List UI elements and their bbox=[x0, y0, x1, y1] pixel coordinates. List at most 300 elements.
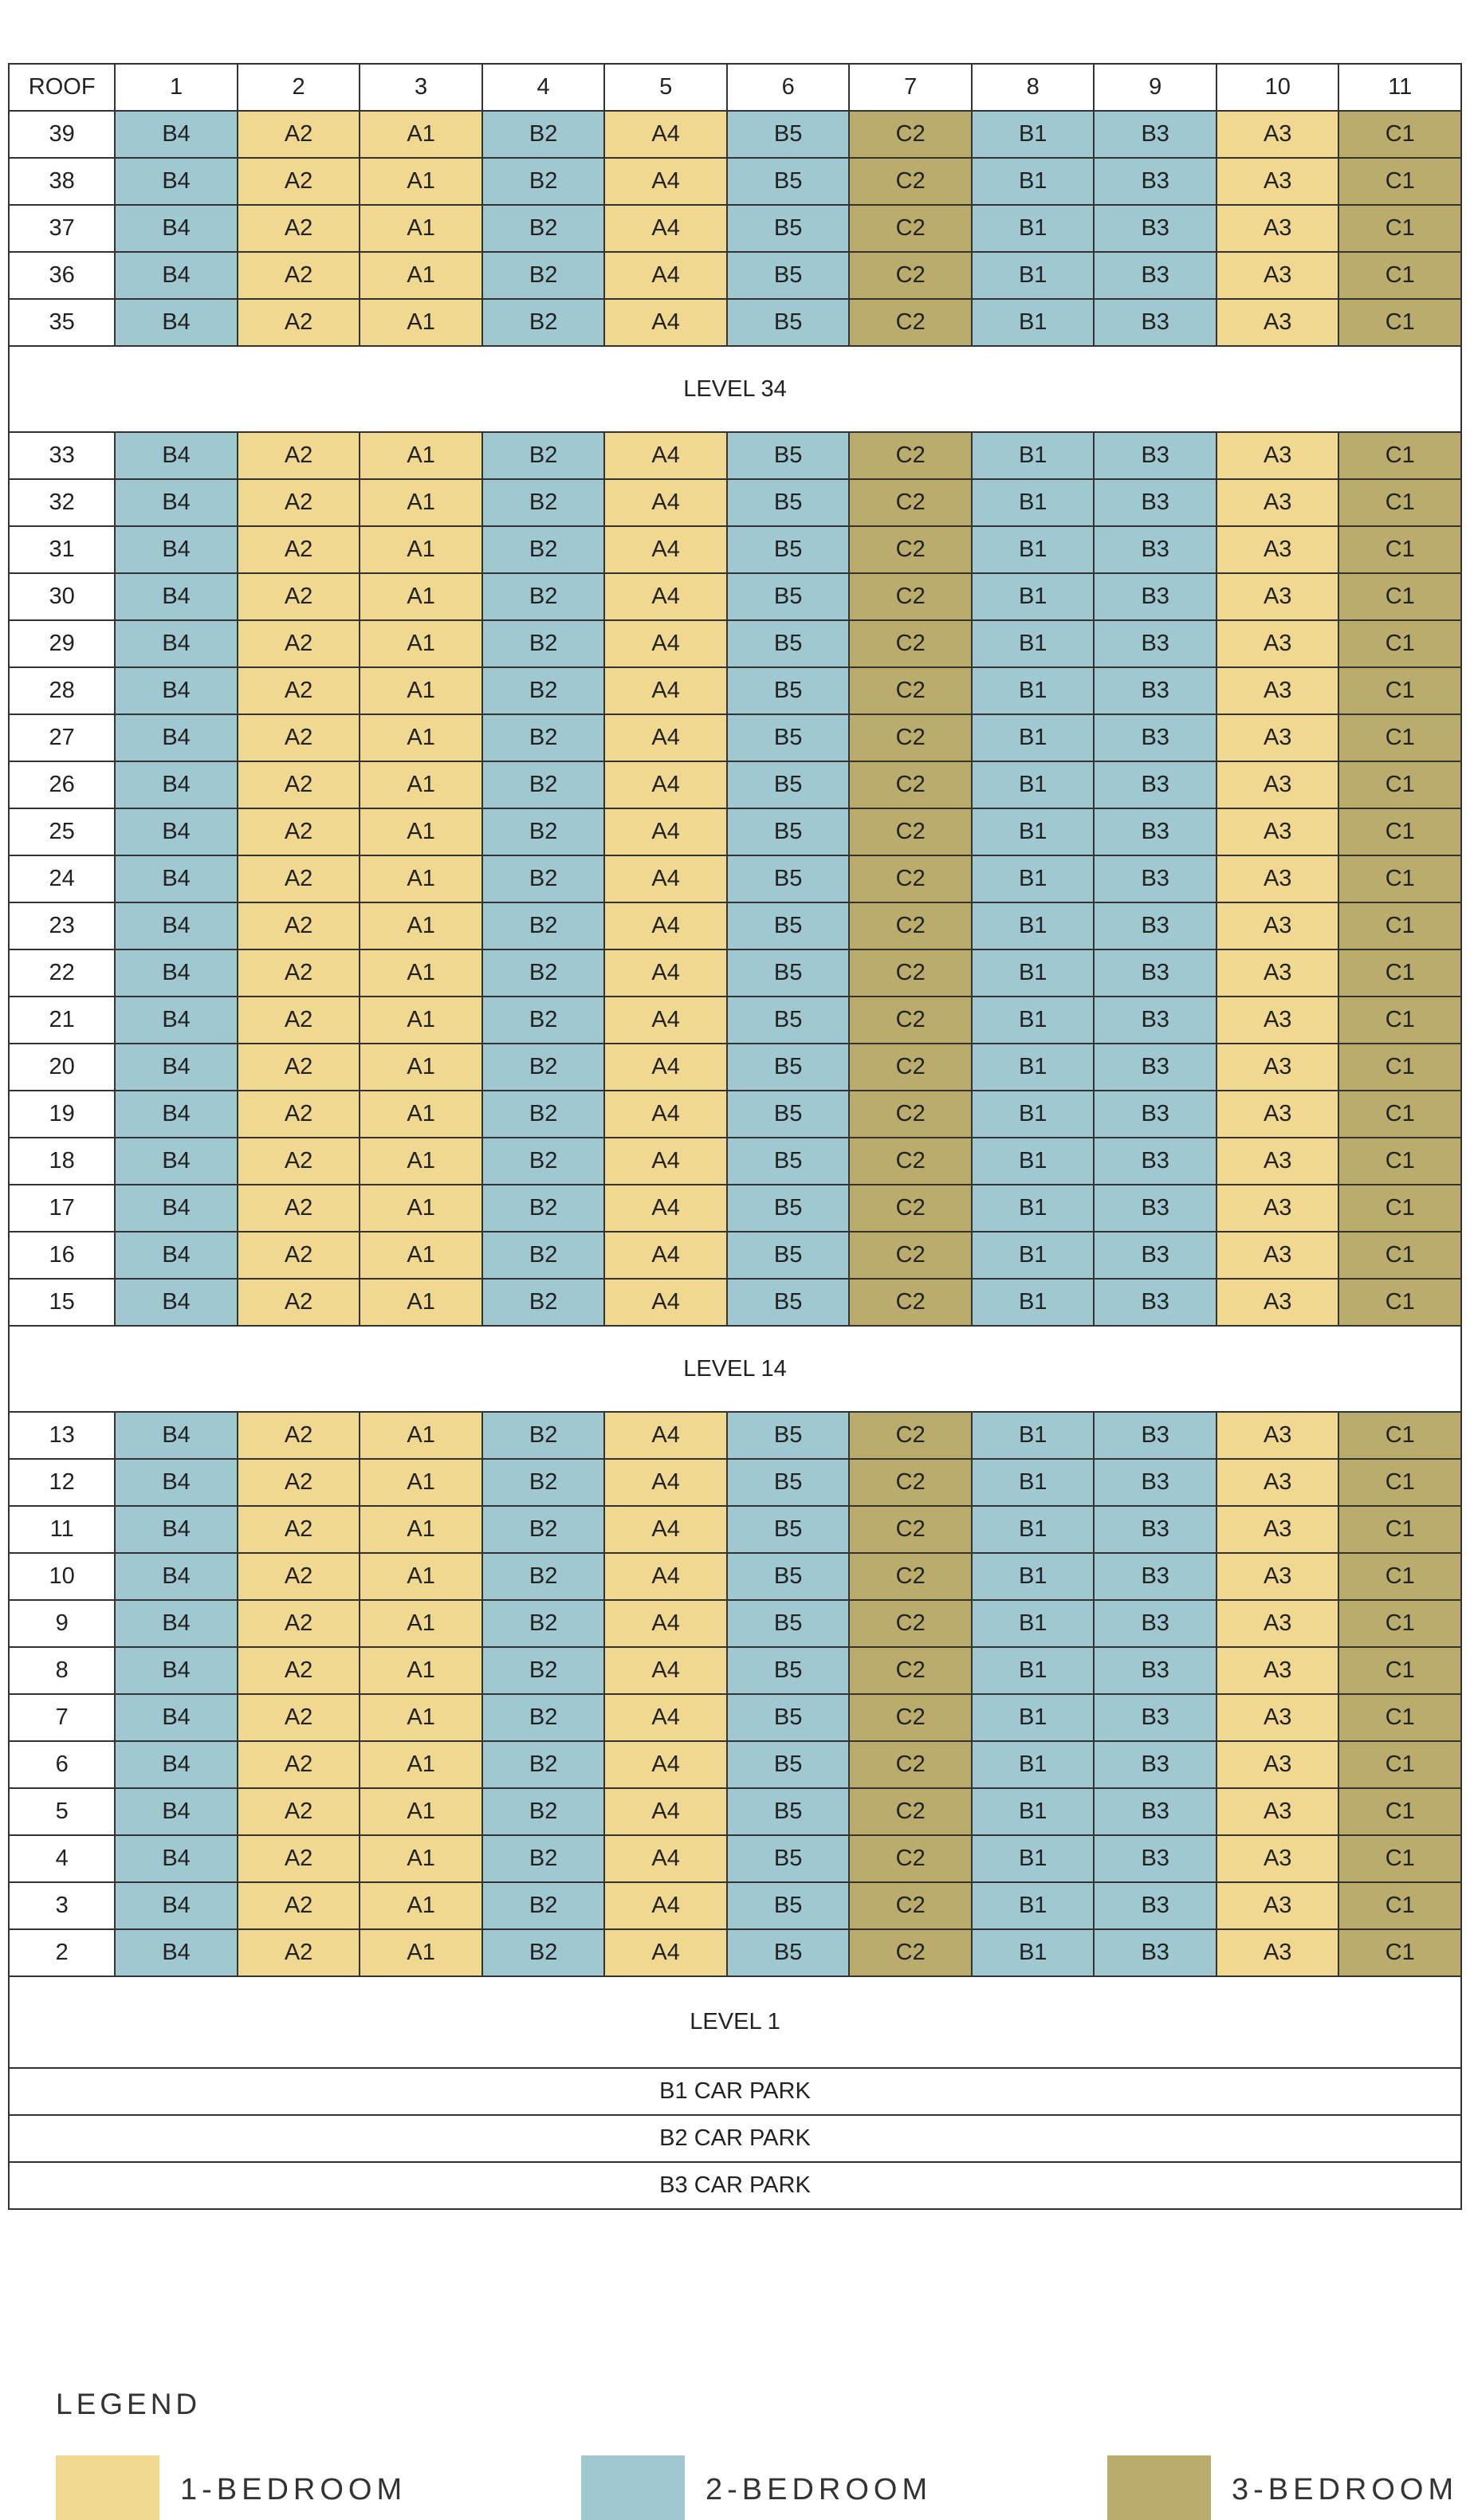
unit-cell-b2: B2 bbox=[482, 1412, 605, 1459]
unit-cell-a1: A1 bbox=[360, 761, 482, 808]
unit-cell-c2: C2 bbox=[849, 1279, 972, 1326]
unit-cell-a4: A4 bbox=[604, 714, 727, 761]
unit-cell-b3: B3 bbox=[1094, 1091, 1216, 1138]
unit-cell-a2: A2 bbox=[238, 1412, 360, 1459]
b3-car-park-label: B3 CAR PARK bbox=[9, 2162, 1461, 2209]
unit-cell-a4: A4 bbox=[604, 158, 727, 205]
unit-cell-a1: A1 bbox=[360, 526, 482, 573]
unit-cell-a4: A4 bbox=[604, 902, 727, 949]
unit-cell-b5: B5 bbox=[727, 1279, 850, 1326]
unit-cell-a4: A4 bbox=[604, 997, 727, 1044]
floor-row-32 bbox=[9, 479, 1461, 526]
unit-cell-b2: B2 bbox=[482, 808, 605, 855]
unit-cell-a4: A4 bbox=[604, 1412, 727, 1459]
legend-swatch-3-bedroom bbox=[1107, 2455, 1211, 2520]
unit-cell-a1: A1 bbox=[360, 158, 482, 205]
unit-cell-a4: A4 bbox=[604, 855, 727, 902]
unit-cell-b4: B4 bbox=[115, 1600, 238, 1647]
unit-cell-c1: C1 bbox=[1338, 714, 1461, 761]
floor-row-12 bbox=[9, 1459, 1461, 1506]
unit-cell-a2: A2 bbox=[238, 1279, 360, 1326]
unit-cell-c2: C2 bbox=[849, 667, 972, 714]
unit-cell-a1: A1 bbox=[360, 620, 482, 667]
floor-row-35 bbox=[9, 299, 1461, 346]
unit-cell-a1: A1 bbox=[360, 902, 482, 949]
unit-cell-c2: C2 bbox=[849, 1459, 972, 1506]
unit-cell-a2: A2 bbox=[238, 252, 360, 299]
unit-cell-a3: A3 bbox=[1216, 997, 1339, 1044]
unit-cell-b4: B4 bbox=[115, 1694, 238, 1741]
floor-number: 32 bbox=[9, 479, 115, 526]
floor-number: 17 bbox=[9, 1185, 115, 1232]
unit-cell-b2: B2 bbox=[482, 1044, 605, 1091]
floor-number: 24 bbox=[9, 855, 115, 902]
unit-cell-a4: A4 bbox=[604, 761, 727, 808]
unit-cell-a4: A4 bbox=[604, 1788, 727, 1835]
floor-number: 26 bbox=[9, 761, 115, 808]
unit-cell-c1: C1 bbox=[1338, 761, 1461, 808]
stack-header-2: 2 bbox=[238, 64, 360, 111]
unit-cell-b4: B4 bbox=[115, 252, 238, 299]
stack-header-6: 6 bbox=[727, 64, 850, 111]
unit-cell-b2: B2 bbox=[482, 111, 605, 158]
unit-cell-b2: B2 bbox=[482, 620, 605, 667]
legend-swatch-1-bedroom bbox=[56, 2455, 159, 2520]
unit-cell-b4: B4 bbox=[115, 761, 238, 808]
floor-row-30 bbox=[9, 573, 1461, 620]
unit-cell-b5: B5 bbox=[727, 1835, 850, 1882]
unit-cell-b1: B1 bbox=[972, 573, 1095, 620]
unit-cell-a2: A2 bbox=[238, 573, 360, 620]
unit-cell-a4: A4 bbox=[604, 667, 727, 714]
unit-cell-b3: B3 bbox=[1094, 902, 1216, 949]
floor-row-23 bbox=[9, 902, 1461, 949]
unit-cell-c2: C2 bbox=[849, 1929, 972, 1976]
unit-cell-a3: A3 bbox=[1216, 573, 1339, 620]
unit-cell-b1: B1 bbox=[972, 1647, 1095, 1694]
unit-cell-a2: A2 bbox=[238, 1044, 360, 1091]
unit-cell-b4: B4 bbox=[115, 432, 238, 479]
unit-cell-b1: B1 bbox=[972, 1459, 1095, 1506]
unit-cell-b2: B2 bbox=[482, 1788, 605, 1835]
stack-header-7: 7 bbox=[849, 64, 972, 111]
unit-cell-b4: B4 bbox=[115, 479, 238, 526]
unit-cell-a2: A2 bbox=[238, 1091, 360, 1138]
unit-cell-c2: C2 bbox=[849, 761, 972, 808]
unit-cell-b1: B1 bbox=[972, 1185, 1095, 1232]
unit-cell-c1: C1 bbox=[1338, 1835, 1461, 1882]
unit-cell-b1: B1 bbox=[972, 111, 1095, 158]
unit-cell-a1: A1 bbox=[360, 299, 482, 346]
unit-cell-a3: A3 bbox=[1216, 1694, 1339, 1741]
floor-row-2 bbox=[9, 1929, 1461, 1976]
unit-cell-a1: A1 bbox=[360, 667, 482, 714]
unit-cell-a4: A4 bbox=[604, 1694, 727, 1741]
unit-cell-b2: B2 bbox=[482, 1138, 605, 1185]
unit-cell-b4: B4 bbox=[115, 1138, 238, 1185]
unit-cell-b2: B2 bbox=[482, 1232, 605, 1279]
unit-cell-b5: B5 bbox=[727, 1929, 850, 1976]
unit-cell-a2: A2 bbox=[238, 205, 360, 252]
unit-distribution-table bbox=[8, 63, 1462, 2210]
unit-cell-b1: B1 bbox=[972, 1835, 1095, 1882]
unit-cell-a2: A2 bbox=[238, 479, 360, 526]
floor-number: 39 bbox=[9, 111, 115, 158]
unit-cell-a3: A3 bbox=[1216, 111, 1339, 158]
floor-number: 21 bbox=[9, 997, 115, 1044]
floor-row-37 bbox=[9, 205, 1461, 252]
unit-cell-b4: B4 bbox=[115, 1835, 238, 1882]
legend-swatch-2-bedroom bbox=[581, 2455, 685, 2520]
unit-cell-b3: B3 bbox=[1094, 299, 1216, 346]
unit-cell-b1: B1 bbox=[972, 526, 1095, 573]
floor-row-39 bbox=[9, 111, 1461, 158]
unit-cell-a3: A3 bbox=[1216, 1459, 1339, 1506]
unit-cell-a2: A2 bbox=[238, 855, 360, 902]
unit-cell-b5: B5 bbox=[727, 252, 850, 299]
unit-cell-a1: A1 bbox=[360, 1882, 482, 1929]
floor-number: 25 bbox=[9, 808, 115, 855]
unit-cell-b1: B1 bbox=[972, 1600, 1095, 1647]
unit-cell-a2: A2 bbox=[238, 432, 360, 479]
unit-cell-b4: B4 bbox=[115, 808, 238, 855]
unit-cell-c2: C2 bbox=[849, 432, 972, 479]
unit-cell-b5: B5 bbox=[727, 1600, 850, 1647]
unit-cell-a1: A1 bbox=[360, 1647, 482, 1694]
unit-cell-b2: B2 bbox=[482, 1091, 605, 1138]
unit-cell-a3: A3 bbox=[1216, 949, 1339, 997]
unit-cell-b4: B4 bbox=[115, 1506, 238, 1553]
unit-cell-a1: A1 bbox=[360, 1553, 482, 1600]
floor-number: 23 bbox=[9, 902, 115, 949]
unit-cell-a4: A4 bbox=[604, 573, 727, 620]
floor-number: 22 bbox=[9, 949, 115, 997]
unit-cell-a3: A3 bbox=[1216, 667, 1339, 714]
floor-row-11 bbox=[9, 1506, 1461, 1553]
unit-cell-a3: A3 bbox=[1216, 479, 1339, 526]
unit-cell-a1: A1 bbox=[360, 1138, 482, 1185]
unit-cell-c2: C2 bbox=[849, 1835, 972, 1882]
unit-cell-a4: A4 bbox=[604, 949, 727, 997]
level-14-label: LEVEL 14 bbox=[9, 1326, 1461, 1412]
unit-cell-b1: B1 bbox=[972, 1694, 1095, 1741]
unit-cell-b4: B4 bbox=[115, 1553, 238, 1600]
unit-cell-b2: B2 bbox=[482, 667, 605, 714]
unit-cell-a1: A1 bbox=[360, 1091, 482, 1138]
unit-cell-c2: C2 bbox=[849, 299, 972, 346]
unit-cell-b3: B3 bbox=[1094, 855, 1216, 902]
unit-cell-c1: C1 bbox=[1338, 526, 1461, 573]
unit-cell-b1: B1 bbox=[972, 1929, 1095, 1976]
unit-cell-a3: A3 bbox=[1216, 1741, 1339, 1788]
unit-cell-a4: A4 bbox=[604, 1459, 727, 1506]
legend-label-2-bedroom: 2-BEDROOM bbox=[706, 2473, 933, 2506]
unit-cell-c1: C1 bbox=[1338, 1788, 1461, 1835]
unit-cell-a1: A1 bbox=[360, 479, 482, 526]
unit-cell-a4: A4 bbox=[604, 1279, 727, 1326]
unit-cell-a2: A2 bbox=[238, 1138, 360, 1185]
unit-cell-b2: B2 bbox=[482, 526, 605, 573]
floor-number: 2 bbox=[9, 1929, 115, 1976]
unit-cell-c2: C2 bbox=[849, 902, 972, 949]
unit-cell-c1: C1 bbox=[1338, 1138, 1461, 1185]
unit-cell-a2: A2 bbox=[238, 526, 360, 573]
unit-cell-b2: B2 bbox=[482, 1506, 605, 1553]
floor-number: 9 bbox=[9, 1600, 115, 1647]
unit-cell-c2: C2 bbox=[849, 111, 972, 158]
unit-cell-c2: C2 bbox=[849, 1788, 972, 1835]
unit-cell-a1: A1 bbox=[360, 714, 482, 761]
unit-cell-b4: B4 bbox=[115, 902, 238, 949]
unit-cell-b3: B3 bbox=[1094, 1882, 1216, 1929]
floor-number: 27 bbox=[9, 714, 115, 761]
unit-cell-c1: C1 bbox=[1338, 573, 1461, 620]
unit-cell-a4: A4 bbox=[604, 1506, 727, 1553]
floor-row-28 bbox=[9, 667, 1461, 714]
unit-cell-b1: B1 bbox=[972, 667, 1095, 714]
unit-cell-b1: B1 bbox=[972, 1412, 1095, 1459]
unit-cell-b4: B4 bbox=[115, 1929, 238, 1976]
unit-cell-b3: B3 bbox=[1094, 620, 1216, 667]
stack-header-9: 9 bbox=[1094, 64, 1216, 111]
unit-cell-b5: B5 bbox=[727, 205, 850, 252]
unit-cell-c1: C1 bbox=[1338, 1741, 1461, 1788]
unit-cell-c2: C2 bbox=[849, 1882, 972, 1929]
unit-cell-a4: A4 bbox=[604, 620, 727, 667]
unit-cell-a2: A2 bbox=[238, 1835, 360, 1882]
level-14-row bbox=[9, 1326, 1461, 1412]
unit-cell-b1: B1 bbox=[972, 299, 1095, 346]
unit-cell-b1: B1 bbox=[972, 432, 1095, 479]
unit-cell-b3: B3 bbox=[1094, 479, 1216, 526]
unit-cell-b3: B3 bbox=[1094, 1788, 1216, 1835]
unit-cell-b1: B1 bbox=[972, 761, 1095, 808]
unit-cell-b1: B1 bbox=[972, 997, 1095, 1044]
unit-cell-a4: A4 bbox=[604, 1232, 727, 1279]
unit-cell-c1: C1 bbox=[1338, 205, 1461, 252]
unit-cell-b3: B3 bbox=[1094, 526, 1216, 573]
unit-cell-b4: B4 bbox=[115, 573, 238, 620]
unit-cell-b5: B5 bbox=[727, 1138, 850, 1185]
floor-number: 3 bbox=[9, 1882, 115, 1929]
unit-cell-b1: B1 bbox=[972, 855, 1095, 902]
unit-cell-a3: A3 bbox=[1216, 855, 1339, 902]
unit-cell-b3: B3 bbox=[1094, 1044, 1216, 1091]
unit-cell-b3: B3 bbox=[1094, 1506, 1216, 1553]
unit-cell-b5: B5 bbox=[727, 1044, 850, 1091]
unit-cell-b5: B5 bbox=[727, 714, 850, 761]
unit-cell-a1: A1 bbox=[360, 949, 482, 997]
floor-row-3 bbox=[9, 1882, 1461, 1929]
stack-header-5: 5 bbox=[604, 64, 727, 111]
unit-cell-a2: A2 bbox=[238, 111, 360, 158]
unit-cell-c1: C1 bbox=[1338, 855, 1461, 902]
floor-row-38 bbox=[9, 158, 1461, 205]
unit-cell-b2: B2 bbox=[482, 1279, 605, 1326]
unit-cell-a1: A1 bbox=[360, 1741, 482, 1788]
unit-cell-a2: A2 bbox=[238, 299, 360, 346]
unit-cell-c2: C2 bbox=[849, 808, 972, 855]
unit-cell-b1: B1 bbox=[972, 479, 1095, 526]
floor-row-6 bbox=[9, 1741, 1461, 1788]
stack-header-10: 10 bbox=[1216, 64, 1339, 111]
floor-row-26 bbox=[9, 761, 1461, 808]
unit-cell-a3: A3 bbox=[1216, 1185, 1339, 1232]
floor-row-15 bbox=[9, 1279, 1461, 1326]
unit-cell-a4: A4 bbox=[604, 479, 727, 526]
unit-cell-b2: B2 bbox=[482, 1694, 605, 1741]
floor-number: 31 bbox=[9, 526, 115, 573]
unit-cell-b2: B2 bbox=[482, 573, 605, 620]
unit-cell-b5: B5 bbox=[727, 479, 850, 526]
unit-cell-a3: A3 bbox=[1216, 1232, 1339, 1279]
unit-cell-b1: B1 bbox=[972, 1091, 1095, 1138]
unit-cell-c2: C2 bbox=[849, 997, 972, 1044]
unit-cell-a4: A4 bbox=[604, 1138, 727, 1185]
b3-car-park-row bbox=[9, 2162, 1461, 2209]
unit-cell-a3: A3 bbox=[1216, 1600, 1339, 1647]
unit-cell-a4: A4 bbox=[604, 808, 727, 855]
unit-cell-a2: A2 bbox=[238, 1232, 360, 1279]
stack-header-8: 8 bbox=[972, 64, 1095, 111]
unit-cell-a3: A3 bbox=[1216, 1835, 1339, 1882]
floor-number: 8 bbox=[9, 1647, 115, 1694]
unit-cell-a1: A1 bbox=[360, 1185, 482, 1232]
unit-cell-a4: A4 bbox=[604, 299, 727, 346]
floor-row-9 bbox=[9, 1600, 1461, 1647]
unit-cell-c2: C2 bbox=[849, 1553, 972, 1600]
unit-cell-a1: A1 bbox=[360, 1506, 482, 1553]
unit-cell-c2: C2 bbox=[849, 1647, 972, 1694]
stack-header-4: 4 bbox=[482, 64, 605, 111]
unit-cell-b3: B3 bbox=[1094, 1553, 1216, 1600]
unit-cell-b4: B4 bbox=[115, 1788, 238, 1835]
floor-number: 11 bbox=[9, 1506, 115, 1553]
unit-cell-a2: A2 bbox=[238, 1459, 360, 1506]
unit-cell-b3: B3 bbox=[1094, 1232, 1216, 1279]
unit-cell-c2: C2 bbox=[849, 158, 972, 205]
unit-cell-c1: C1 bbox=[1338, 1882, 1461, 1929]
unit-cell-b3: B3 bbox=[1094, 1835, 1216, 1882]
unit-cell-b5: B5 bbox=[727, 620, 850, 667]
unit-cell-b2: B2 bbox=[482, 1647, 605, 1694]
floor-row-24 bbox=[9, 855, 1461, 902]
unit-cell-c1: C1 bbox=[1338, 1185, 1461, 1232]
unit-cell-b4: B4 bbox=[115, 1459, 238, 1506]
floor-row-25 bbox=[9, 808, 1461, 855]
unit-cell-b5: B5 bbox=[727, 111, 850, 158]
unit-cell-b1: B1 bbox=[972, 1044, 1095, 1091]
floor-number: 5 bbox=[9, 1788, 115, 1835]
unit-cell-c1: C1 bbox=[1338, 111, 1461, 158]
unit-cell-b2: B2 bbox=[482, 1835, 605, 1882]
unit-cell-b5: B5 bbox=[727, 1185, 850, 1232]
unit-cell-b3: B3 bbox=[1094, 714, 1216, 761]
unit-cell-b3: B3 bbox=[1094, 573, 1216, 620]
unit-cell-a3: A3 bbox=[1216, 714, 1339, 761]
floor-number: 33 bbox=[9, 432, 115, 479]
floor-row-27 bbox=[9, 714, 1461, 761]
unit-cell-a4: A4 bbox=[604, 1185, 727, 1232]
unit-cell-c1: C1 bbox=[1338, 1279, 1461, 1326]
floor-row-22 bbox=[9, 949, 1461, 997]
unit-cell-c1: C1 bbox=[1338, 997, 1461, 1044]
unit-cell-c2: C2 bbox=[849, 1091, 972, 1138]
unit-cell-a1: A1 bbox=[360, 111, 482, 158]
unit-cell-c1: C1 bbox=[1338, 620, 1461, 667]
unit-cell-b4: B4 bbox=[115, 158, 238, 205]
unit-cell-a1: A1 bbox=[360, 855, 482, 902]
unit-cell-a4: A4 bbox=[604, 111, 727, 158]
floor-number: 38 bbox=[9, 158, 115, 205]
level-34-row bbox=[9, 346, 1461, 432]
unit-cell-b2: B2 bbox=[482, 252, 605, 299]
unit-cell-a2: A2 bbox=[238, 1882, 360, 1929]
unit-cell-a1: A1 bbox=[360, 432, 482, 479]
unit-cell-a1: A1 bbox=[360, 1788, 482, 1835]
unit-cell-a2: A2 bbox=[238, 902, 360, 949]
floor-number: 15 bbox=[9, 1279, 115, 1326]
unit-cell-b3: B3 bbox=[1094, 949, 1216, 997]
unit-cell-b2: B2 bbox=[482, 1929, 605, 1976]
unit-cell-b2: B2 bbox=[482, 1882, 605, 1929]
unit-cell-b2: B2 bbox=[482, 997, 605, 1044]
unit-cell-a1: A1 bbox=[360, 1279, 482, 1326]
unit-cell-c2: C2 bbox=[849, 1232, 972, 1279]
unit-cell-b3: B3 bbox=[1094, 997, 1216, 1044]
unit-cell-b3: B3 bbox=[1094, 1138, 1216, 1185]
unit-cell-a3: A3 bbox=[1216, 808, 1339, 855]
unit-distribution-body bbox=[9, 64, 1461, 2209]
b2-car-park-row bbox=[9, 2115, 1461, 2162]
unit-cell-b2: B2 bbox=[482, 761, 605, 808]
legend-label-3-bedroom: 3-BEDROOM bbox=[1232, 2473, 1459, 2506]
floor-row-29 bbox=[9, 620, 1461, 667]
floor-row-8 bbox=[9, 1647, 1461, 1694]
floor-number: 19 bbox=[9, 1091, 115, 1138]
unit-cell-c2: C2 bbox=[849, 1044, 972, 1091]
unit-cell-c1: C1 bbox=[1338, 1091, 1461, 1138]
unit-cell-b4: B4 bbox=[115, 1091, 238, 1138]
unit-cell-c2: C2 bbox=[849, 1506, 972, 1553]
unit-cell-b3: B3 bbox=[1094, 1279, 1216, 1326]
unit-cell-b3: B3 bbox=[1094, 1459, 1216, 1506]
unit-cell-b1: B1 bbox=[972, 158, 1095, 205]
unit-cell-a1: A1 bbox=[360, 1929, 482, 1976]
unit-cell-a2: A2 bbox=[238, 1553, 360, 1600]
unit-cell-a2: A2 bbox=[238, 997, 360, 1044]
unit-cell-b5: B5 bbox=[727, 1647, 850, 1694]
unit-cell-c2: C2 bbox=[849, 573, 972, 620]
unit-cell-b5: B5 bbox=[727, 949, 850, 997]
unit-cell-c1: C1 bbox=[1338, 1232, 1461, 1279]
unit-cell-a3: A3 bbox=[1216, 299, 1339, 346]
unit-cell-a3: A3 bbox=[1216, 1553, 1339, 1600]
unit-cell-b1: B1 bbox=[972, 1741, 1095, 1788]
unit-cell-a3: A3 bbox=[1216, 205, 1339, 252]
floor-number: 10 bbox=[9, 1553, 115, 1600]
unit-cell-a1: A1 bbox=[360, 1232, 482, 1279]
unit-cell-a3: A3 bbox=[1216, 1506, 1339, 1553]
b1-car-park-label: B1 CAR PARK bbox=[9, 2068, 1461, 2115]
unit-cell-a3: A3 bbox=[1216, 1279, 1339, 1326]
unit-cell-b1: B1 bbox=[972, 1788, 1095, 1835]
unit-cell-c2: C2 bbox=[849, 479, 972, 526]
header-row bbox=[9, 64, 1461, 111]
unit-cell-a3: A3 bbox=[1216, 1647, 1339, 1694]
floor-number: 4 bbox=[9, 1835, 115, 1882]
unit-cell-b3: B3 bbox=[1094, 158, 1216, 205]
